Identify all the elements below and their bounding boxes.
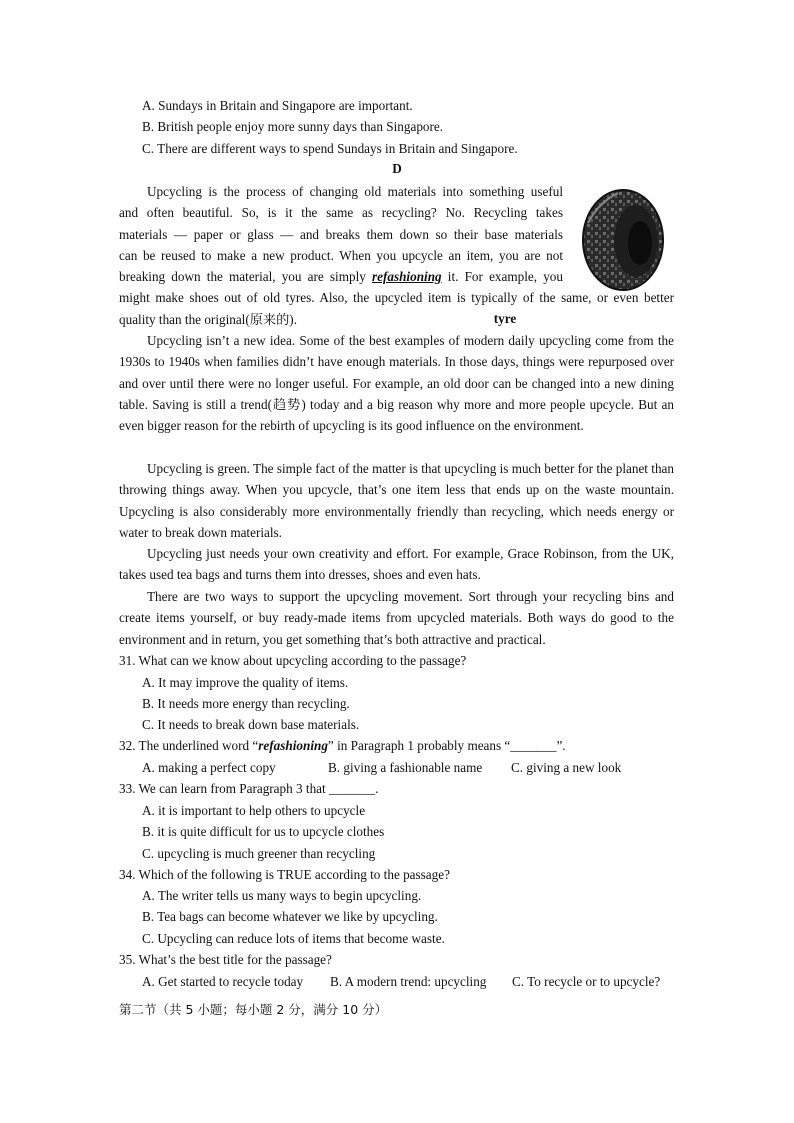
- q34-stem: 34. Which of the following is TRUE according to the passage?: [119, 867, 450, 882]
- prev-option-c: C. There are different ways to spend Sundays in Britain and Singapore.: [142, 141, 518, 156]
- q35-option-a: A. Get started to recycle today: [142, 974, 304, 989]
- q33-stem: 33. We can learn from Paragraph 3 that _______.: [119, 781, 379, 796]
- q32-stem-pre: 32. The underlined word “: [119, 738, 259, 753]
- q34-option-a: A. The writer tells us many ways to begin upcycling.: [142, 888, 422, 903]
- prev-option-a: A. Sundays in Britain and Singapore are important.: [142, 98, 413, 113]
- para2-text: Upcycling isn’t a new idea. Some of the best examples of modern daily upcycling come from the 1930s to 1940s when families didn’t have enough materials. In those days, things were repurposed over and over until there were no longer useful. For example, an old door can be changed into a new dining table. Saving is still a trend(趋势) today and a big reason why more and more people upcycle. But an even bigger reason for the rebirth of upcycling is its good influence on the environment.: [119, 333, 674, 434]
- q32-stem: [119, 737, 566, 755]
- para1-line5-post: it. For example, you: [441, 269, 563, 285]
- section-two-heading: 第二节（共 5 小题；每小题 2 分，满分 10 分）: [119, 1002, 388, 1017]
- image-caption: tyre: [493, 311, 517, 326]
- para1-line4: can be reused to make a new product. When you upcycle an item, you are not: [119, 247, 563, 263]
- paragraph-1: [119, 181, 674, 330]
- para1-line7: quality than the original(原来的).: [119, 311, 297, 327]
- para1-line6: might make shoes out of old tyres. Also, the upcycled item is typically of the same, or even better: [119, 290, 674, 306]
- q31-option-b: B. It needs more energy than recycling.: [142, 696, 350, 711]
- q31-option-a: A. It may improve the quality of items.: [142, 675, 349, 690]
- para1-line2: and often beautiful. So, is it the same as recycling? No. Recycling takes: [119, 205, 563, 221]
- para4-text: Upcycling just needs your own creativity and effort. For example, Grace Robinson, from the UK, takes used tea bags and turns them into dresses, shoes and even hats.: [119, 546, 674, 583]
- q35-option-c: C. To recycle or to upcycle?: [512, 974, 661, 989]
- q35-stem: 35. What’s the best title for the passage?: [119, 952, 332, 967]
- para1-line1: Upcycling is the process of changing old materials into something useful: [147, 184, 563, 199]
- para1-line3: materials — paper or glass — and breaks them down so their base materials: [119, 226, 563, 242]
- q35-option-b: B. A modern trend: upcycling: [330, 974, 487, 989]
- q32-stem-post: ” in Paragraph 1 probably means “_______”.: [327, 738, 566, 753]
- q34-option-c: C. Upcycling can reduce lots of items that become waste.: [142, 931, 445, 946]
- underlined-word: refashioning: [372, 269, 442, 285]
- q33-option-a: A. it is important to help others to upcycle: [142, 803, 366, 818]
- q33-option-b: B. it is quite difficult for us to upcycle clothes: [142, 824, 385, 839]
- q32-option-b: B. giving a fashionable name: [328, 760, 483, 775]
- passage-letter: D: [392, 161, 402, 176]
- q32-stem-word: refashioning: [258, 738, 328, 753]
- para1-line5: [119, 266, 563, 287]
- para1-line5-pre: breaking down the material, you are simply: [119, 269, 372, 285]
- q32-option-c: C. giving a new look: [511, 760, 622, 775]
- paragraph-3: [119, 458, 674, 543]
- q31-option-c: C. It needs to break down base materials.: [142, 717, 360, 732]
- paragraph-4: [119, 543, 674, 586]
- q32-option-a: A. making a perfect copy: [142, 760, 276, 775]
- q33-option-c: C. upcycling is much greener than recycling: [142, 846, 376, 861]
- paragraph-2: [119, 330, 674, 436]
- prev-option-b: B. British people enjoy more sunny days than Singapore.: [142, 119, 444, 134]
- paragraph-5: [119, 586, 674, 650]
- para5-text: There are two ways to support the upcycling movement. Sort through your recycling bins and create items yourself, or buy ready-made items from upcycled materials. Both ways do good to the environment and in return, you get something that’s both attractive and practical.: [119, 589, 674, 647]
- q34-option-b: B. Tea bags can become whatever we like by upcycling.: [142, 909, 438, 924]
- para3-text: Upcycling is green. The simple fact of the matter is that upcycling is much better for the planet than throwing things away. When you upcycle, that’s one item less that ends up on the waste mountain. Upcycling is also considerably more environmentally friendly than recycling, which needs energy or water to break down materials.: [119, 461, 674, 540]
- q31-stem: 31. What can we know about upcycling according to the passage?: [119, 653, 467, 668]
